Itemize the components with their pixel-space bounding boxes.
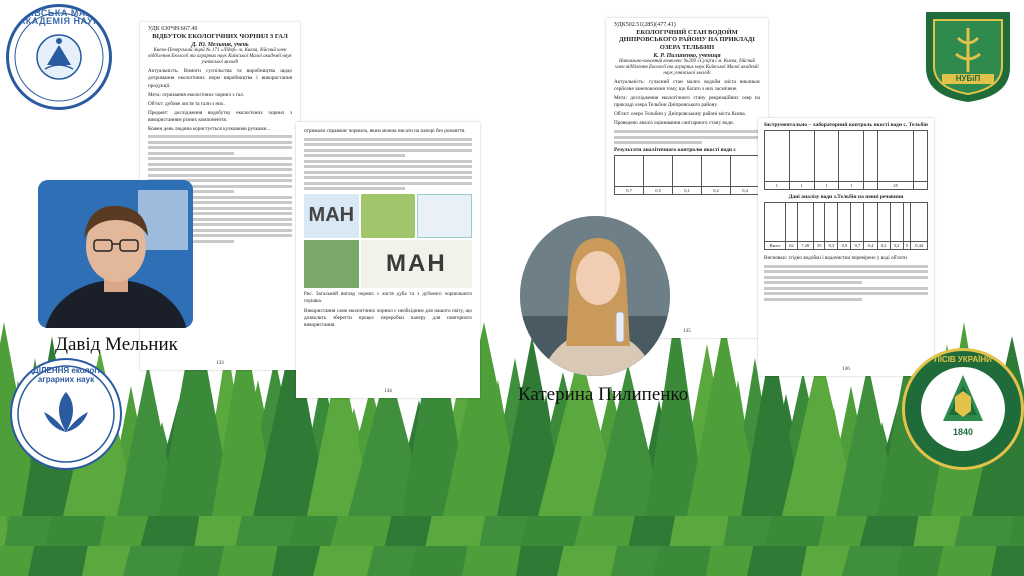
paper1-figure-caption: Рис. Загальний вигляд чорнил з листя дуба та з дубового чорнильного горішка.: [304, 292, 472, 304]
paper2-author: К. Р. Пилипенко, учениця: [653, 53, 721, 60]
table2-cell: 0,3: [825, 242, 838, 250]
forestry-logo-text: ЛІСІВ УКРАЇНИ: [934, 355, 992, 364]
paper1-author: Д. Ю. Мельник, учень: [191, 42, 249, 49]
table2-cell: 0,4: [864, 242, 877, 250]
forestry-logo: [902, 348, 1024, 470]
table2-cell: 0,9: [838, 242, 851, 250]
paper2-table2-title: Дані аналізу води з.Тельбін на певні речовини: [788, 194, 904, 200]
paper2-page-right: [758, 118, 934, 376]
paper1-col2-paragraph: Використання саме екологічних чорнил є необхідним для нашого світу, що дозволить зберегти процес переробки паперу для повторного використання.: [304, 307, 472, 328]
table2-cell: 0,7: [851, 242, 864, 250]
paper2-paragraph: Об'єкт: озеро Тельбин у Дніпровському районі міста Києва.: [614, 111, 746, 118]
paper2-table1: 1 1 1 1 25: [764, 130, 928, 190]
paper1-paragraph: Мета: отримання екологічних чорнил з гал.: [148, 91, 245, 98]
student-name-kateryna: Катерина Пилипенко: [518, 384, 689, 405]
table2-cell: 0,2: [877, 242, 890, 250]
paper1-paragraph: Предмет: дослідження видобутку екологічних чорнил з використанням різних компонентів.: [148, 109, 292, 123]
student-photo-kateryna: [520, 216, 670, 376]
paper2-paragraph: Проведено аналіз оцінювання санітарного стану води.: [614, 120, 734, 127]
table2-cell: 62: [786, 242, 797, 250]
student-photo-david: [38, 180, 193, 328]
paper1-page-number-left: 133: [216, 361, 224, 366]
table2-cell: 35: [814, 242, 825, 250]
paper2-udk: УДК502.51(285)(477.41): [614, 22, 676, 28]
paper2-conclusion: Висновки: згідно водоймі і водочистки перевірено у воді об'єкти: [764, 255, 907, 261]
paper1-paragraph: Кожен день людина користується кулковими ручками...: [148, 125, 271, 132]
paper1-affiliation: Києво-Печерський ліцей № 171 «Лідер» м. Києва, дійсний член відділення Екології та аграрних наук Київської Малої академії наук учнівської молоді: [148, 48, 292, 66]
nubip-logo-text: НУБіП: [955, 74, 981, 83]
nubip-logo: [920, 8, 1016, 104]
paper2-title: ЕКОЛОГІЧНИЙ СТАН ВОДОЙМ ДНІПРОВСЬКОГО РАЙОНУ НА ПРИКЛАДІ ОЗЕРА ТЕЛЬБИН: [619, 29, 755, 51]
paper1-udk: УДК 630*89:667.49: [148, 26, 198, 32]
paper1-paragraph: Актуальність. Вимоги суспільства та виробництва щодо дотримання екологічних норм виробництва і використання продукції.: [148, 68, 292, 89]
kma-logo-text: КИЇВСЬКА МАЛА АКАДЕМІЯ НАУК: [18, 8, 100, 26]
paper2-result-title: Результати аналітичного контролю якості води с: [614, 147, 736, 153]
paper2-results-table: 0,7 0,5 0,1 0,2 0,4: [614, 155, 760, 195]
viddilennia-logo: [10, 358, 122, 470]
paper2-page-number-left: 135: [683, 329, 691, 334]
paper2-paragraph: Актуальність: сучасний стан малих водойм міста викликає серйозне занепокоєння тому, що багато з них засмічене.: [614, 79, 760, 93]
table2-cell: 7,28: [797, 242, 813, 250]
figure-label-man: МАН: [308, 204, 355, 227]
viddilennia-logo-text: ВІДДІЛЕННЯ екології та аграрних наук: [19, 366, 113, 384]
paper2-table2: Вміст 62 7,28 35 0,3 0,9 0,7 0,4 0,2 3,2 5 0,44: [764, 202, 928, 250]
paper1-paragraph: Об'єкт: дубове листя та гали з них.: [148, 100, 225, 107]
paper2-table1-title: Інструментально – лабораторний контроль якості води с. Тельбін: [764, 122, 928, 128]
paper1-figure: [304, 194, 472, 288]
paper1-page-right: [296, 122, 480, 398]
paper2-affiliation: Навчально-виховний комплекс №209 «Сузір'я» м. Києва, дійсний член відділення Екології та аграрних наук Київської Малої академії наук учнівської молоді: [615, 59, 759, 77]
student-name-david: Давід Мельник: [55, 334, 178, 355]
figure-label-man: МАН: [386, 249, 447, 277]
table2-cell: 0,44: [911, 242, 928, 250]
paper2-page-number-right: 136: [842, 367, 850, 372]
paper1-page-number-right: 134: [384, 389, 392, 394]
forestry-emblem-icon: [905, 351, 1021, 467]
forestry-logo-year: 1840: [952, 427, 974, 437]
table2-cell: 5: [903, 242, 911, 250]
paper1-title: ВІДБУТОК ЕКОЛОГІЧНИХ ЧОРНИЛ З ГАЛ: [152, 33, 288, 40]
paper1-col2-paragraph: отримали справжнє чорнило, яким можна писати на папері без розмиття.: [304, 128, 466, 134]
table2-cell: 3,2: [890, 242, 903, 250]
paper2-paragraph: Мета: дослідження екологічного стану рекреаційних озер на прикладі озера Тельбин Дніпровського району.: [614, 95, 760, 109]
kma-logo: [6, 4, 112, 110]
